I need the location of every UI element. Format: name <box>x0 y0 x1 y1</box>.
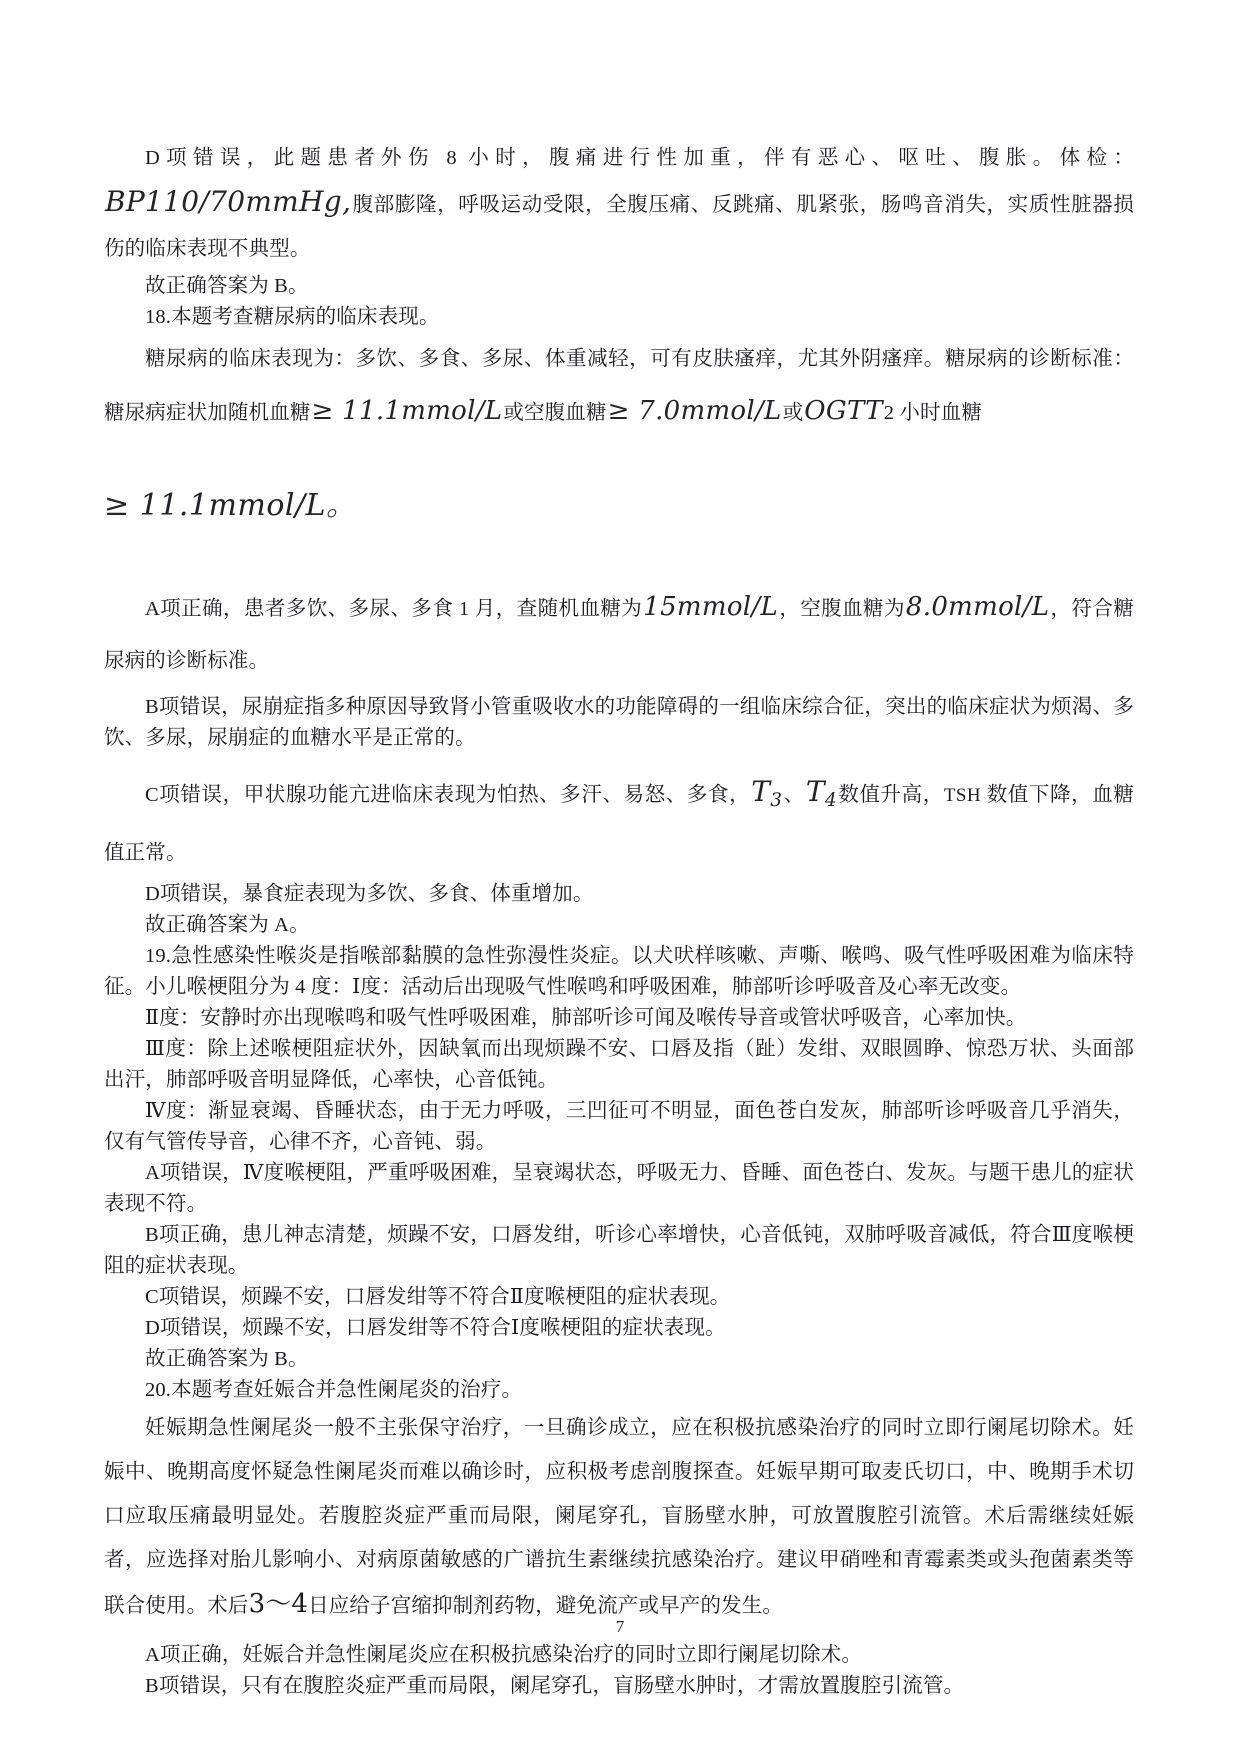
inline-math-8mmol: 8.0mmol/L <box>905 592 1050 622</box>
paragraph-b20: 20.本题考查妊娠合并急性阑尾炎的治疗。 <box>145 1379 523 1402</box>
paragraph-b21-tail: 日应给子宫缩抑制剂药物，避免流产或早产的发生。 <box>308 1595 784 1618</box>
paragraph-b2: 故正确答案为 B。 <box>145 275 309 297</box>
page-number: 7 <box>615 1617 625 1636</box>
paragraph-b4-lead: 糖尿病的临床表现为：多饮、多食、多尿、体重减轻，可有皮肤瘙痒，尤其外阴瘙痒。糖尿病的诊断标准：糖尿病症状加随机血糖 <box>104 348 1134 424</box>
paragraph-b8-tail: 数值下降，血糖值正常。 <box>104 784 1134 865</box>
paragraph-b4-mid1: 或空腹血糖 <box>503 402 607 424</box>
spacer <box>104 754 1134 766</box>
paragraph-b4-mid2: 或 <box>782 402 804 424</box>
inline-math-t3: $T_3$ <box>751 775 783 812</box>
paragraph-b6-lead: A项正确，患者多饮、多尿、多食 1 月，查随机血糖为 <box>145 598 643 620</box>
inline-math-3-to-4-days: 3～4 <box>248 1589 309 1620</box>
spacer <box>104 561 1134 581</box>
paragraph-b1-lead: D项错误，此题患者外伤 8 小时，腹痛进行性加重，伴有恶心、呕吐、腹胀。体检： <box>145 147 1134 169</box>
display-equation-ogtt-2h: ≥ 11.1mmol/L。 <box>104 488 357 523</box>
paragraph-b21 <box>104 1406 1134 1628</box>
paragraph-b11: 19.急性感染性喉炎是指喉部黏膜的急性弥漫性炎症。以犬吠样咳嗽、声嘶、喉鸣、吸气性呼吸困难为临床特征。小儿喉梗阻分为 4 度：Ⅰ度：活动后出现吸气性喉鸣和呼吸困难，肺部听诊呼吸音及心率无改变。 <box>104 945 1134 999</box>
paragraph-b4 <box>104 333 1134 439</box>
paragraph-b8 <box>104 766 1134 879</box>
paragraph-b4-tail: 2 小时血糖 <box>883 402 982 424</box>
inline-math-15mmol: 15mmol/L <box>643 592 779 622</box>
paragraph-b22: A项正确，妊娠合并急性阑尾炎应在积极抗感染治疗的同时立即行阑尾切除术。 <box>145 1644 863 1667</box>
page-content <box>104 136 1134 1702</box>
paragraph-b1-tail: 腹部膨隆，呼吸运动受限，全腹压痛、反跳痛、肌紧张，肠鸣音消失，实质性脏器损伤的临床表现不典型。 <box>104 194 1134 260</box>
paragraph-b17: C项错误，烦躁不安，口唇发绀等不符合Ⅱ度喉梗阻的症状表现。 <box>145 1286 731 1309</box>
paragraph-b8-lead: C项错误，甲状腺功能亢进临床表现为怕热、多汗、易怒、多食， <box>145 784 751 806</box>
paragraph-b21-lead: 妊娠期急性阑尾炎一般不主张保守治疗，一旦确诊成立，应在积极抗感染治疗的同时立即行阑尾切除术。妊娠中、晚期高度怀疑急性阑尾炎而难以确诊时，应积极考虑剖腹探查。妊娠早期可取麦氏切口，中、晚期手术切口应取压痛最明显处。若腹腔炎症严重而局限，阑尾穿孔，盲肠壁水肿，可放置腹腔引流管。术后需继续妊娠者，应选择对胎儿影响小、对病原菌敏感的广谱抗生素继续抗感染治疗。建议甲硝唑和青霉素类或头孢菌素类等联合使用。术后 <box>104 1417 1134 1618</box>
paragraph-b8-mid2: 数值升高， <box>837 784 944 806</box>
paragraph-b14: Ⅳ度：渐显衰竭、昏睡状态，由于无力呼吸，三凹征可不明显，面色苍白发灰，肺部听诊呼吸音几乎消失，仅有气管传导音，心律不齐，心音钝、弱。 <box>104 1100 1134 1154</box>
spacer <box>104 439 1134 451</box>
paragraph-b8-mid1: 、 <box>783 784 805 806</box>
inline-math-t4: $T_4$ <box>805 775 837 812</box>
paragraph-b10: 故正确答案为 A。 <box>145 914 310 937</box>
inline-text-tsh: TSH <box>943 785 981 806</box>
paragraph-b6-mid1: ，空腹血糖为 <box>779 598 905 620</box>
paragraph-b19: 故正确答案为 B。 <box>145 1348 309 1371</box>
inline-math-random-glucose: ≥ 11.1mmol/L <box>311 396 503 426</box>
paragraph-b13: Ⅲ度：除上述喉梗阻症状外，因缺氧而出现烦躁不安、口唇及指（趾）发绀、双眼圆睁、惊恐万状、头面部出汗，肺部呼吸音明显降低，心率快，心音低钝。 <box>104 1038 1134 1092</box>
paragraph-b12: Ⅱ度：安静时亦出现喉鸣和吸气性呼吸困难，肺部听诊可闻及喉传导音或管状呼吸音，心率加快。 <box>145 1007 1027 1030</box>
paragraph-b6 <box>104 581 1134 687</box>
inline-math-fasting-glucose: ≥ 7.0mmol/L <box>607 396 782 426</box>
paragraph-b23: B项错误，只有在腹腔炎症严重而局限，阑尾穿孔，盲肠壁水肿时，才需放置腹腔引流管。 <box>145 1675 965 1698</box>
paragraph-b1 <box>104 136 1134 271</box>
paragraph-b7: B项错误，尿崩症指多种原因导致肾小管重吸收水的功能障碍的一组临床综合征，突出的临床症状为烦渴、多饮、多尿，尿崩症的血糖水平是正常的。 <box>104 696 1134 749</box>
paragraph-b15: A项错误，Ⅳ度喉梗阻，严重呼吸困难，呈衰竭状态，呼吸无力、昏睡、面色苍白、发灰。与题干患儿的症状表现不符。 <box>104 1162 1134 1216</box>
paragraph-b9: D项错误，暴食症表现为多饮、多食、体重增加。 <box>145 883 594 906</box>
paragraph-b18: D项错误，烦躁不安，口唇发绀等不符合Ⅰ度喉梗阻的症状表现。 <box>145 1317 726 1340</box>
paragraph-b16: B项正确，患儿神志清楚，烦躁不安，口唇发绀，听诊心率增快，心音低钝，双肺呼吸音减低，符合Ⅲ度喉梗阻的症状表现。 <box>104 1224 1134 1278</box>
paragraph-b6-tail: ，符合糖尿病的诊断标准。 <box>104 598 1134 672</box>
paragraph-b3: 18.本题考查糖尿病的临床表现。 <box>145 306 440 328</box>
inline-math-bp: BP110/70mmHg, <box>105 185 352 218</box>
inline-math-ogtt: OGTT <box>804 396 883 426</box>
